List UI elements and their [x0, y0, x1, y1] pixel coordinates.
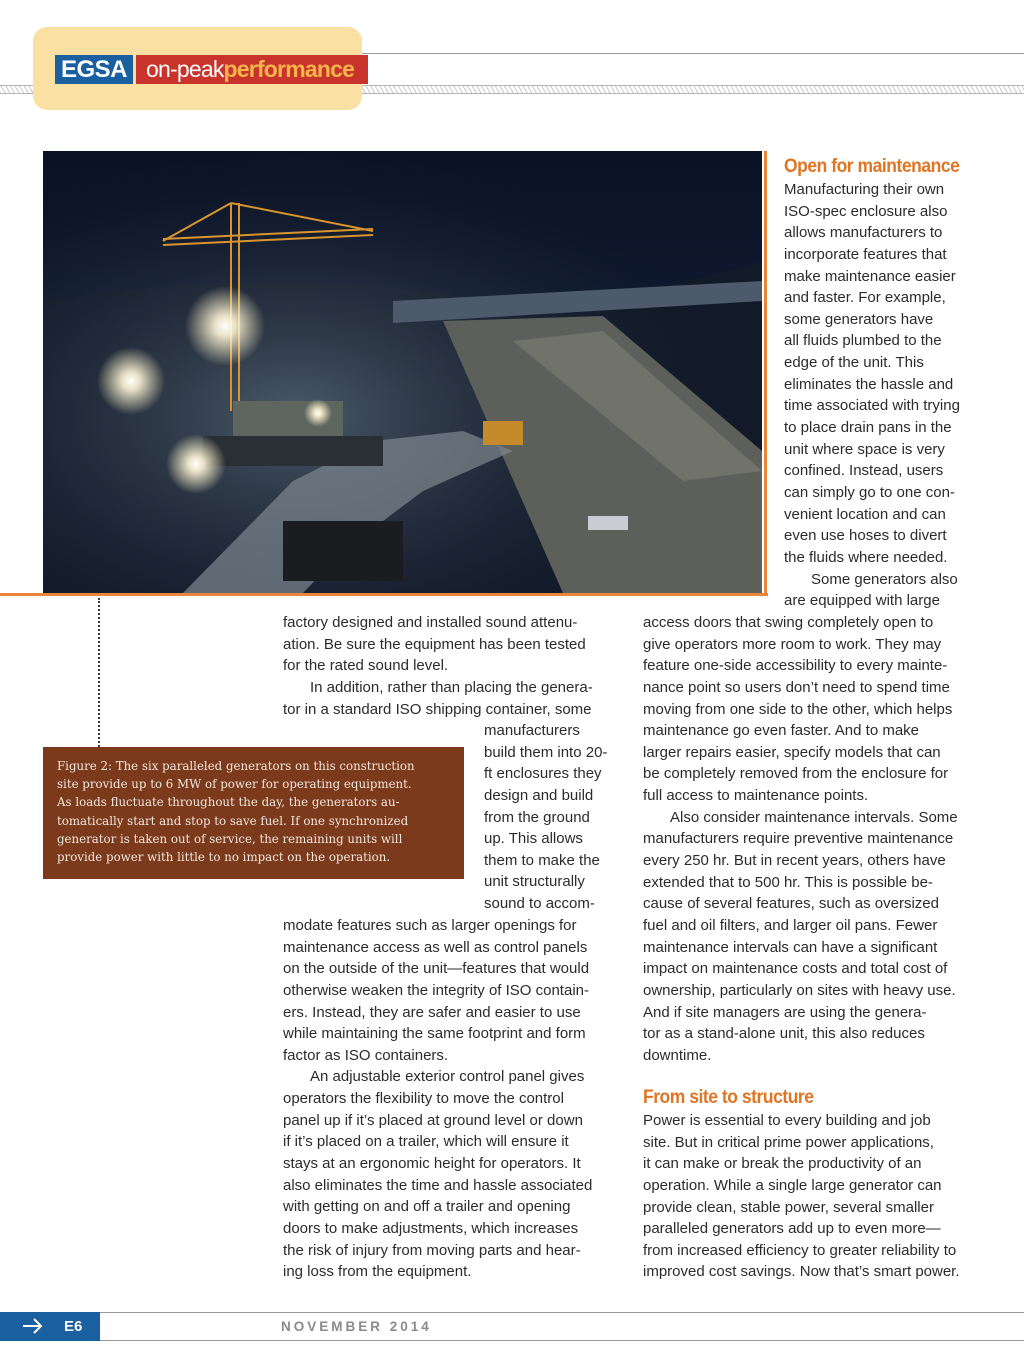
caption-line: site provide up to 6 MW of power for operating equipment.	[57, 777, 412, 792]
text-line: up. This allows	[484, 830, 583, 848]
text-line: moving from one side to the other, which helps	[643, 700, 953, 718]
text-line: the fluids where needed.	[784, 548, 948, 566]
text-line: eliminates the hassle and	[784, 375, 954, 393]
logo-org: EGSA	[55, 55, 133, 84]
text-line: manufacturers require preventive maintenance	[643, 830, 954, 848]
text-line: full access to maintenance points.	[643, 787, 869, 805]
text-line: In addition, rather than placing the genera-	[310, 678, 593, 696]
text-line: on the outside of the unit—features that would	[283, 960, 590, 978]
text-line: the risk of injury from moving parts and hear-	[283, 1241, 581, 1259]
text-line: Power is essential to every building and job	[643, 1112, 931, 1129]
text-line: operation. While a single large generator can	[643, 1176, 942, 1194]
text-line: to place drain pans in the	[784, 419, 952, 437]
text-line: ft enclosures they	[484, 765, 602, 783]
text-line: factory designed and installed sound attenu-	[283, 614, 578, 631]
caption-line: tomatically start and stop to save fuel. If one synchronized	[57, 813, 409, 828]
text-line: from increased efficiency to greater reliability to	[643, 1241, 957, 1259]
text-line: ISO-spec enclosure also	[784, 202, 948, 220]
text-line: make maintenance easier	[784, 267, 956, 285]
body-column-right-bottom	[643, 1110, 960, 1283]
text-line: incorporate features that	[784, 245, 947, 263]
text-line: ation. Be sure the equipment has been tested	[283, 635, 586, 653]
text-line: from the ground	[484, 808, 590, 826]
text-line: feature one-side accessibility to every mainte-	[643, 657, 948, 675]
text-line: maintenance access as well as control panels	[283, 938, 588, 956]
text-line: stays at an ergonomic height for operators. It	[283, 1155, 581, 1173]
footer-rule-bottom	[0, 1340, 1024, 1341]
body-column-right	[643, 612, 958, 1066]
text-line: extended that to 500 hr. This is possible be-	[643, 873, 933, 891]
text-line: unit where space is very	[784, 440, 945, 458]
header-rule	[330, 53, 1024, 54]
caption-line: provide power with little to no impact on the operation.	[57, 850, 391, 865]
text-line: provide clean, stable power, several smaller	[643, 1198, 934, 1216]
logo-section-name	[136, 55, 368, 84]
text-line: even use hoses to divert	[784, 527, 947, 545]
text-line: factor as ISO containers.	[283, 1046, 449, 1064]
text-line: sound to accom-	[484, 895, 595, 913]
text-line: panel up if it’s placed at ground level or down	[283, 1111, 583, 1129]
text-line: with getting on and off a trailer and opening	[283, 1198, 571, 1216]
body-column-top-right	[784, 179, 960, 612]
text-line: if it’s placed on a trailer, which will ensure it	[283, 1133, 569, 1151]
text-line: maintenance go even faster. And to make	[643, 722, 920, 740]
heading-from-site-to-structure: From site to structure	[643, 1087, 814, 1108]
text-line: ers. Instead, they are safer and easier to use	[283, 1003, 581, 1021]
construction-site-photo	[43, 151, 762, 593]
text-line: ownership, particularly on sites with heavy use.	[643, 981, 956, 999]
text-line: give operators more room to work. They may	[643, 635, 942, 653]
figure-caption	[43, 747, 464, 879]
text-line: unit structurally	[484, 873, 585, 891]
text-line: paralleled generators add up to even more—	[643, 1220, 941, 1238]
logo-suffix: performance	[223, 56, 355, 82]
text-line: fuel and oil filters, and larger oil pans. Fewer	[643, 916, 938, 934]
page-number: E6	[64, 1318, 83, 1335]
text-line: maintenance intervals can have a significant	[643, 938, 938, 956]
text-line: cause of several features, such as oversized	[643, 895, 939, 913]
caption-line: As loads fluctuate throughout the day, the generators au-	[57, 795, 400, 810]
text-line: And if site managers are using the genera-	[643, 1003, 927, 1021]
text-line: Manufacturing their own	[784, 181, 945, 198]
text-line: while maintaining the same footprint and form	[283, 1025, 586, 1043]
text-line: every 250 hr. But in recent years, others have	[643, 852, 946, 870]
logo-prefix: on-peak	[146, 56, 224, 82]
text-line: all fluids plumbed to the	[784, 332, 942, 350]
text-line: can simply go to one con-	[784, 483, 955, 501]
footer-page-tab	[0, 1312, 100, 1341]
body-column-left-wrap	[484, 720, 607, 915]
text-line: otherwise weaken the integrity of ISO contain-	[283, 981, 589, 999]
text-line: allows manufacturers to	[784, 224, 943, 242]
text-line: tor as a stand-alone unit, this also reduces	[643, 1025, 925, 1043]
text-line: build them into 20-	[484, 743, 608, 761]
caption-line: Figure 2: The six paralleled generators on this construction	[57, 759, 415, 773]
caption-leader-line	[98, 598, 100, 750]
text-line: be completely removed from the enclosure for	[643, 765, 949, 783]
text-line: operators the flexibility to move the control	[283, 1090, 564, 1108]
photo-accent-rule-horizontal	[0, 593, 768, 596]
arrow-right-icon[interactable]	[22, 1316, 44, 1336]
footer-rule-top	[0, 1312, 1024, 1313]
body-column-left-bottom	[283, 915, 592, 1283]
body-column-left-top	[283, 612, 593, 720]
text-line: tor in a standard ISO shipping container, some	[283, 700, 592, 718]
text-line: also eliminates the time and hassle associated	[283, 1176, 593, 1194]
section-logo	[55, 55, 368, 84]
text-line: ing loss from the equipment.	[283, 1263, 472, 1281]
text-line: it can make or break the productivity of an	[643, 1155, 922, 1173]
text-line: time associated with trying	[784, 397, 960, 415]
text-line: nance point so users don’t need to spend time	[643, 678, 950, 696]
text-line: Also consider maintenance intervals. Some	[670, 808, 958, 826]
text-line: and faster. For example,	[784, 289, 946, 307]
text-line: design and build	[484, 786, 594, 804]
text-line: doors to make adjustments, which increases	[283, 1219, 579, 1237]
text-line: downtime.	[643, 1046, 712, 1064]
text-line: some generators have	[784, 310, 934, 328]
text-line: Some generators also	[811, 570, 958, 588]
caption-line: generator is taken out of service, the remaining units will	[57, 831, 403, 846]
issue-date: NOVEMBER 2014	[281, 1319, 432, 1334]
text-line: for the rated sound level.	[283, 657, 449, 675]
text-line: manufacturers	[484, 722, 580, 739]
text-line: impact on maintenance costs and total cost of	[643, 960, 948, 978]
text-line: improved cost savings. Now that’s smart power.	[643, 1263, 960, 1281]
text-line: An adjustable exterior control panel gives	[310, 1068, 585, 1086]
text-line: site. But in critical prime power applications,	[643, 1133, 934, 1151]
text-line: access doors that swing completely open to	[643, 614, 934, 631]
photo-accent-rule-vertical	[764, 151, 767, 596]
text-line: venient location and can	[784, 505, 946, 523]
text-line: them to make the	[484, 851, 600, 869]
text-line: edge of the unit. This	[784, 354, 924, 372]
text-line: larger repairs easier, specify models that can	[643, 743, 941, 761]
heading-open-for-maintenance: Open for maintenance	[784, 156, 960, 177]
text-line: modate features such as larger openings for	[283, 917, 577, 934]
text-line: are equipped with large	[784, 592, 940, 610]
text-line: confined. Instead, users	[784, 462, 944, 480]
